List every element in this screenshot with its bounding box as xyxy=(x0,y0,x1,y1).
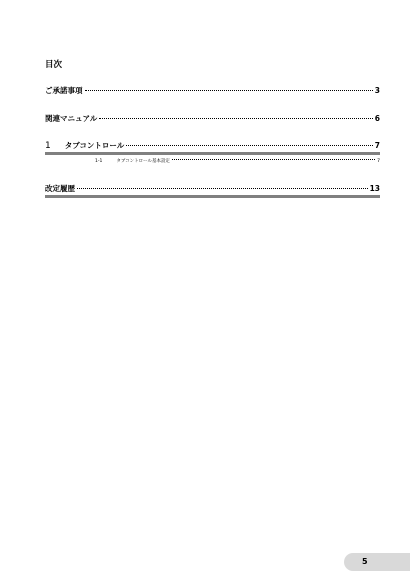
leader-dots xyxy=(99,118,373,119)
toc-entry-label: 改定履歴 xyxy=(45,184,75,193)
chapter-divider xyxy=(45,152,380,155)
toc-entry-label: ご承諾事項 xyxy=(45,86,83,95)
toc-entry-page: 3 xyxy=(374,86,380,95)
toc-entry-page: 6 xyxy=(374,114,380,123)
toc-entry-related-manuals[interactable] xyxy=(45,113,380,124)
toc-title: 目次 xyxy=(45,60,63,70)
leader-dots xyxy=(85,90,373,91)
leader-dots xyxy=(126,145,373,146)
page-number: 5 xyxy=(362,557,368,566)
toc-entry-page: 7 xyxy=(377,159,380,164)
toc-entry-label: 関連マニュアル xyxy=(45,114,98,123)
toc-entry-revision-history[interactable] xyxy=(45,183,380,194)
leader-dots xyxy=(77,188,368,189)
leader-dots xyxy=(172,159,375,160)
toc-entry-label: タブコントロール基本設定 xyxy=(116,159,171,164)
toc-entry-notice[interactable] xyxy=(45,85,380,96)
toc-entry-chapter-1[interactable] xyxy=(45,140,380,151)
toc-entry-section-1-1[interactable] xyxy=(95,158,380,164)
toc-entry-number: 1-1 xyxy=(95,159,103,164)
toc-entry-label: タブコントロール xyxy=(64,141,125,150)
toc-entry-number: 1 xyxy=(45,141,51,151)
chapter-divider xyxy=(45,195,380,198)
toc-entry-page: 13 xyxy=(369,184,380,193)
toc-entry-page: 7 xyxy=(374,141,380,150)
page-number-badge xyxy=(344,553,410,571)
